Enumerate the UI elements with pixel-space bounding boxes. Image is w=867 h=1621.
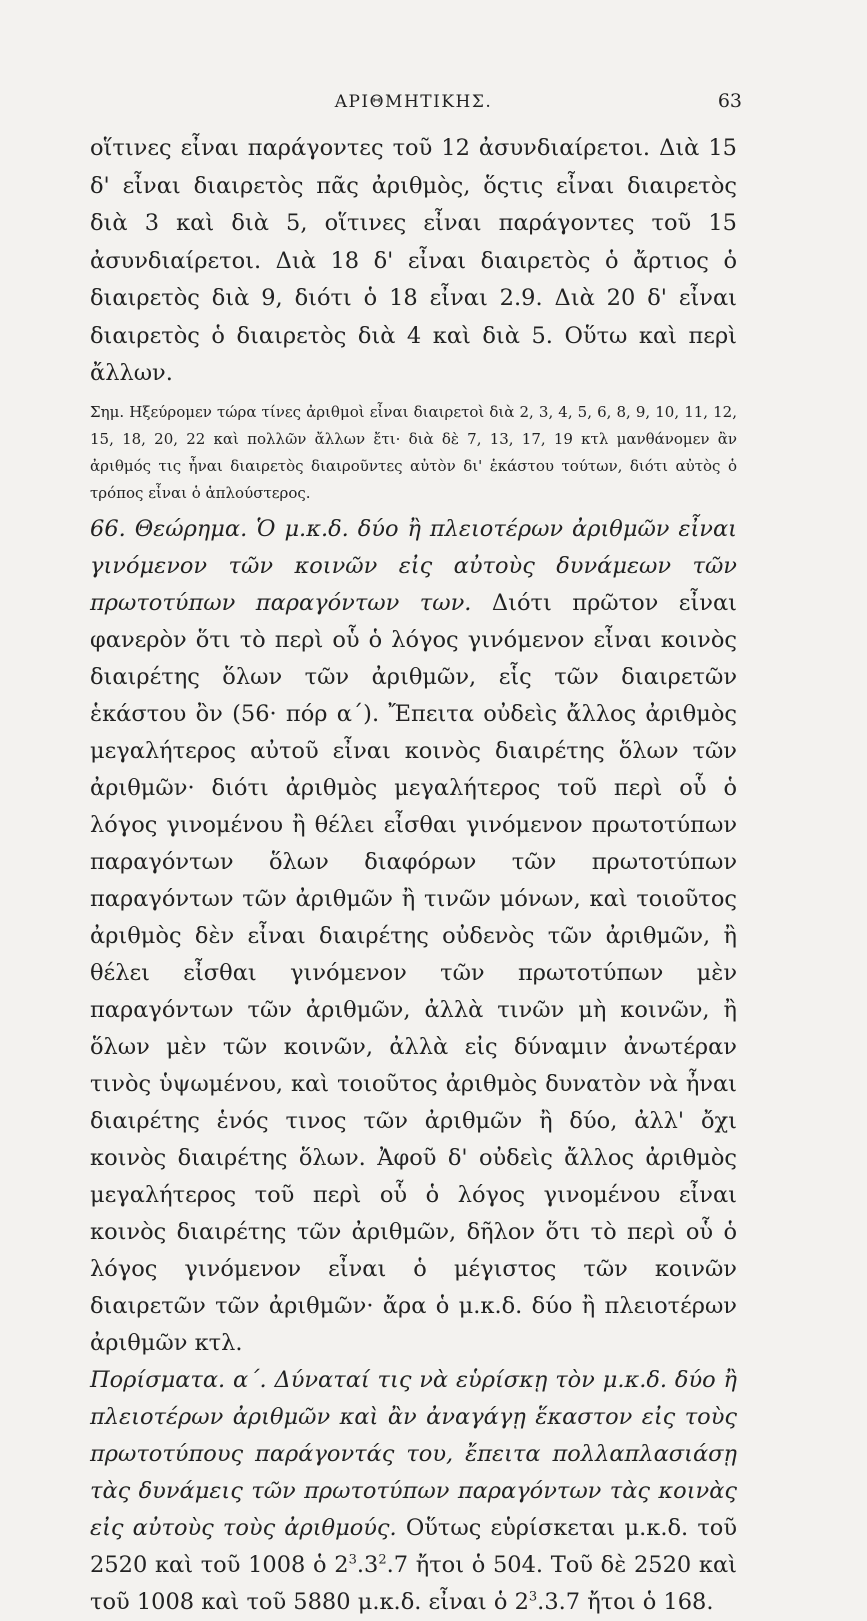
corollary-example-4: .3.7 ἤτοι ὁ 168.	[537, 1589, 714, 1616]
theorem-statement: 66. Θεώρημα. Ὁ μ.κ.δ. δύο ἢ πλειοτέρων ἀριθμῶν εἶναι γινόμενον τῶν κοινῶν εἰς αὐτοὺς δυνάμεων τῶν πρωτοτύπων παραγόντων των.	[90, 516, 737, 617]
exponent: 2	[378, 1552, 387, 1568]
exponent: 3	[528, 1589, 538, 1605]
corollary-example-3: .7 ἤτοι ὁ 504. Τοῦ δὲ 2520 καὶ τοῦ 1008 καὶ τοῦ 5880 μ.κ.δ. εἶναι ὁ 2	[90, 1552, 737, 1616]
corollary-example-1: Οὕτως εὑρίσκεται μ.κ.δ. τοῦ 2520 καὶ τοῦ 1008 ὁ 2	[90, 1515, 737, 1579]
corollary-example-2: .3	[356, 1552, 379, 1579]
page-number: 63	[717, 90, 742, 112]
corollary-statement: Πορίσματα. α΄. Δύναταί τις νὰ εὑρίσκῃ τὸν μ.κ.δ. δύο ἢ πλειοτέρων ἀριθμῶν καὶ ἂν ἀναγάγῃ ἕκαστον εἰς τοὺς πρωτοτύπους παράγοντάς του, ἔπειτα πολλαπλασιάσῃ τὰς δυνάμεις τῶν πρωτοτύπων παραγόντων τὰς κοινὰς εἰς αὐτοὺς τοὺς ἀριθμούς.	[90, 1367, 737, 1542]
running-head: ΑΡΙΘΜΗΤΙΚΗΣ.	[334, 92, 493, 112]
theorem-proof: Διότι πρῶτον εἶναι φανερὸν ὅτι τὸ περὶ οὗ ὁ λόγος γινόμενον εἶναι κοινὸς διαιρέτης ὅλων τῶν ἀριθμῶν, εἷς τῶν διαιρετῶν ἑκάστου ὂν (56· πόρ α΄). Ἔπειτα οὐδεὶς ἄλλος ἀριθμὸς μεγαλήτερος αὐτοῦ εἶναι κοινὸς διαιρέτης ὅλων τῶν ἀριθμῶν· διότι ἀριθμὸς μεγαλήτερος τοῦ περὶ οὗ ὁ λόγος γινομένου ἢ θέλει εἶσθαι γινόμενον πρωτοτύπων παραγόντων ὅλων διαφόρων τῶν πρωτοτύπων παραγόντων τῶν ἀριθμῶν ἢ τινῶν μόνων, καὶ τοιοῦτος ἀριθμὸς δὲν εἶναι διαιρέτης οὐδενὸς τῶν ἀριθμῶν, ἢ θέλει εἶσθαι γινόμενον τῶν πρωτοτύπων μὲν παραγόντων τῶν ἀριθμῶν, ἀλλὰ τινῶν μὴ κοινῶν, ἢ ὅλων μὲν τῶν κοινῶν, ἀλλὰ εἰς δύναμιν ἀνωτέραν τινὸς ὑψωμένου, καὶ τοιοῦτος ἀριθμὸς δυνατὸν νὰ ἦναι διαιρέτης ἑνός τινος τῶν ἀριθμῶν ἢ δύο, ἀλλ' ὄχι κοινὸς διαιρέτης ὅλων. Ἀφοῦ δ' οὐδεὶς ἄλλος ἀριθμὸς μεγαλήτερος τοῦ περὶ οὗ ὁ λόγος γινομένου εἶναι κοινὸς διαιρέτης τῶν ἀριθμῶν, δῆλον ὅτι τὸ περὶ οὗ ὁ λόγος γινόμενον εἶναι ὁ μέγιστος τῶν κοινῶν διαιρετῶν τῶν ἀριθμῶν· ἄρα ὁ μ.κ.δ. δύο ἢ πλειοτέρων ἀριθμῶν κτλ.	[90, 590, 737, 1357]
corollary-paragraph	[90, 1362, 737, 1621]
intro-paragraph: οἵτινες εἶναι παράγοντες τοῦ 12 ἀσυνδιαίρετοι. Διὰ 15 δ' εἶναι διαιρετὸς πᾶς ἀριθμὸς, ὅςτις εἶναι διαιρετὸς διὰ 3 καὶ διὰ 5, οἵτινες εἶναι παράγοντες τοῦ 15 ἀσυνδιαίρετοι. Διὰ 18 δ' εἶναι διαιρετὸς ὁ ἄρτιος ὁ διαιρετὸς διὰ 9, διότι ὁ 18 εἶναι 2.9. Διὰ 20 δ' εἶναι διαιρετὸς ὁ διαιρετὸς διὰ 4 καὶ διὰ 5. Οὕτω καὶ περὶ ἄλλων.	[90, 135, 737, 386]
note-paragraph: Σημ. Ηξεύρομεν τώρα τίνες ἀριθμοὶ εἶναι διαιρετοὶ διὰ 2, 3, 4, 5, 6, 8, 9, 10, 11, 12, 15, 18, 20, 22 καὶ πολλῶν ἄλλων ἔτι· διὰ δὲ 7, 13, 17, 19 κτλ μανθάνομεν ἂν ἀριθμός τις ἦναι διαιρετὸς διαιροῦντες αὐτὸν δι' ἑκάστου τούτων, διότι αὐτὸς ὁ τρόπος εἶναι ὁ ἁπλούστερος.	[90, 402, 737, 503]
page-header	[90, 82, 742, 122]
theorem-paragraph	[90, 511, 737, 1362]
exponent: 3	[348, 1552, 357, 1568]
